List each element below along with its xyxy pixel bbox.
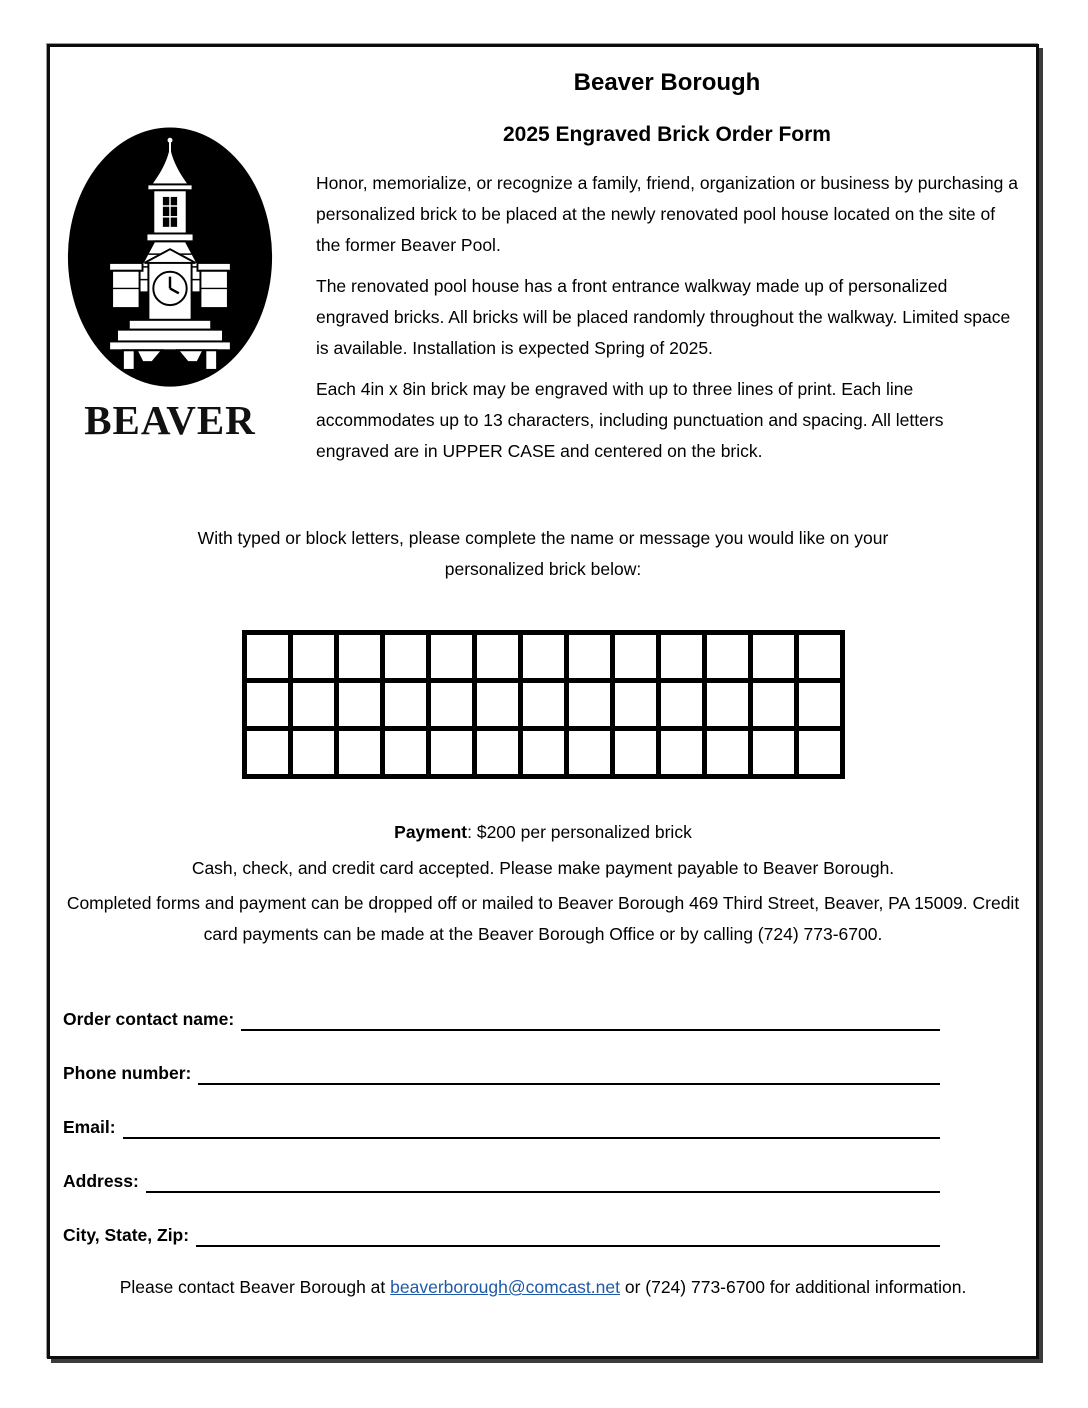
payment-line <box>50 822 1036 843</box>
brick-grid-cell[interactable] <box>428 633 474 681</box>
brick-grid-cell[interactable] <box>382 729 428 777</box>
header <box>50 47 1036 467</box>
city-state-zip-input[interactable] <box>196 1224 940 1247</box>
brick-grid-cell[interactable] <box>612 729 658 777</box>
brick-grid-cell[interactable] <box>612 633 658 681</box>
brick-grid-cell[interactable] <box>796 633 842 681</box>
brick-grid-cell[interactable] <box>474 633 520 681</box>
brick-grid-cell[interactable] <box>290 633 336 681</box>
brick-grid-cell[interactable] <box>382 681 428 729</box>
brick-grid-cell[interactable] <box>428 729 474 777</box>
logo-wordmark: BEAVER <box>84 397 256 443</box>
order-contact-name-input[interactable] <box>241 1008 940 1031</box>
footer-prefix: Please contact Beaver Borough at <box>119 1277 391 1297</box>
intro-paragraph-2: The renovated pool house has a front entrance walkway made up of personalized engraved bricks. All bricks will be placed randomly throughout the walkway. Limited space is available. Installation is expected Spring of 2025. <box>316 276 1011 358</box>
payment-methods: Cash, check, and credit card accepted. Please make payment payable to Beaver Borough. <box>191 858 895 878</box>
brick-grid-cell[interactable] <box>704 633 750 681</box>
brick-grid-cell[interactable] <box>520 633 566 681</box>
brick-grid-cell[interactable] <box>658 633 704 681</box>
borough-logo <box>62 125 278 441</box>
brick-grid-cell[interactable] <box>520 681 566 729</box>
field-label: Email: <box>63 1117 116 1137</box>
field-label: Phone number: <box>63 1063 192 1083</box>
brick-grid-cell[interactable] <box>796 681 842 729</box>
brick-grid-cell[interactable] <box>612 681 658 729</box>
brick-grid-cell[interactable] <box>428 681 474 729</box>
field-phone-number <box>63 1061 940 1085</box>
brick-grid-cell[interactable] <box>704 681 750 729</box>
brick-grid-cell[interactable] <box>796 729 842 777</box>
page-title: Beaver Borough <box>573 69 761 96</box>
brick-grid[interactable] <box>242 630 845 779</box>
email-link[interactable]: beaverborough@comcast.net <box>390 1277 620 1297</box>
phone-number-input[interactable] <box>198 1062 940 1085</box>
brick-grid-cell[interactable] <box>658 681 704 729</box>
brick-grid-cell[interactable] <box>566 633 612 681</box>
brick-grid-cell[interactable] <box>336 681 382 729</box>
footer-suffix: or (724) 773-6700 for additional information. <box>619 1277 967 1297</box>
field-order-contact-name <box>63 1007 940 1031</box>
field-address <box>63 1169 940 1193</box>
grid-instruction: With typed or block letters, please complete the name or message you would like on your personalized brick below: <box>197 528 889 579</box>
document-page <box>47 44 1039 1359</box>
brick-grid-cell[interactable] <box>520 729 566 777</box>
brick-grid-cell[interactable] <box>244 633 290 681</box>
intro-section <box>316 168 1018 467</box>
clock-tower-icon <box>64 380 276 397</box>
brick-grid-cell[interactable] <box>566 729 612 777</box>
brick-grid-cell[interactable] <box>658 729 704 777</box>
brick-grid-cell[interactable] <box>474 681 520 729</box>
address-input[interactable] <box>146 1170 940 1193</box>
page-subtitle: 2025 Engraved Brick Order Form <box>503 123 831 146</box>
brick-grid-cell[interactable] <box>750 681 796 729</box>
field-email <box>63 1115 940 1139</box>
payment-label: Payment <box>394 822 468 842</box>
brick-grid-cell[interactable] <box>474 729 520 777</box>
brick-grid-cell[interactable] <box>704 729 750 777</box>
field-city-state-zip <box>63 1223 940 1247</box>
brick-grid-cell[interactable] <box>290 729 336 777</box>
email-input[interactable] <box>123 1116 940 1139</box>
field-label: City, State, Zip: <box>63 1225 190 1245</box>
brick-grid-cell[interactable] <box>336 633 382 681</box>
footer-contact-line <box>50 1277 1036 1298</box>
brick-grid-cell[interactable] <box>244 681 290 729</box>
contact-form <box>63 1007 940 1247</box>
intro-paragraph-3: Each 4in x 8in brick may be engraved with up to three lines of print. Each line accommodates up to 13 characters, including punctuation and spacing. All letters engraved are in UPPER CASE and centered on the brick. <box>316 379 944 461</box>
brick-grid-cell[interactable] <box>382 633 428 681</box>
field-label: Address: <box>63 1171 139 1191</box>
brick-grid-cell[interactable] <box>750 729 796 777</box>
brick-grid-cell[interactable] <box>290 681 336 729</box>
brick-grid-cell[interactable] <box>244 729 290 777</box>
intro-paragraph-1: Honor, memorialize, or recognize a family, friend, organization or business by purchasing a personalized brick to be placed at the newly renovated pool house located on the site of the former Beaver Pool. <box>316 173 1018 255</box>
payment-details: : $200 per personalized brick <box>467 822 692 842</box>
submission-note: Completed forms and payment can be dropped off or mailed to Beaver Borough 469 Third Street, Beaver, PA 15009. Credit card payments can be made at the Beaver Borough Office or by calling (724) 773-6700. <box>66 893 1020 944</box>
brick-grid-cell[interactable] <box>750 633 796 681</box>
brick-grid-cell[interactable] <box>336 729 382 777</box>
brick-grid-cell[interactable] <box>566 681 612 729</box>
field-label: Order contact name: <box>63 1009 235 1029</box>
